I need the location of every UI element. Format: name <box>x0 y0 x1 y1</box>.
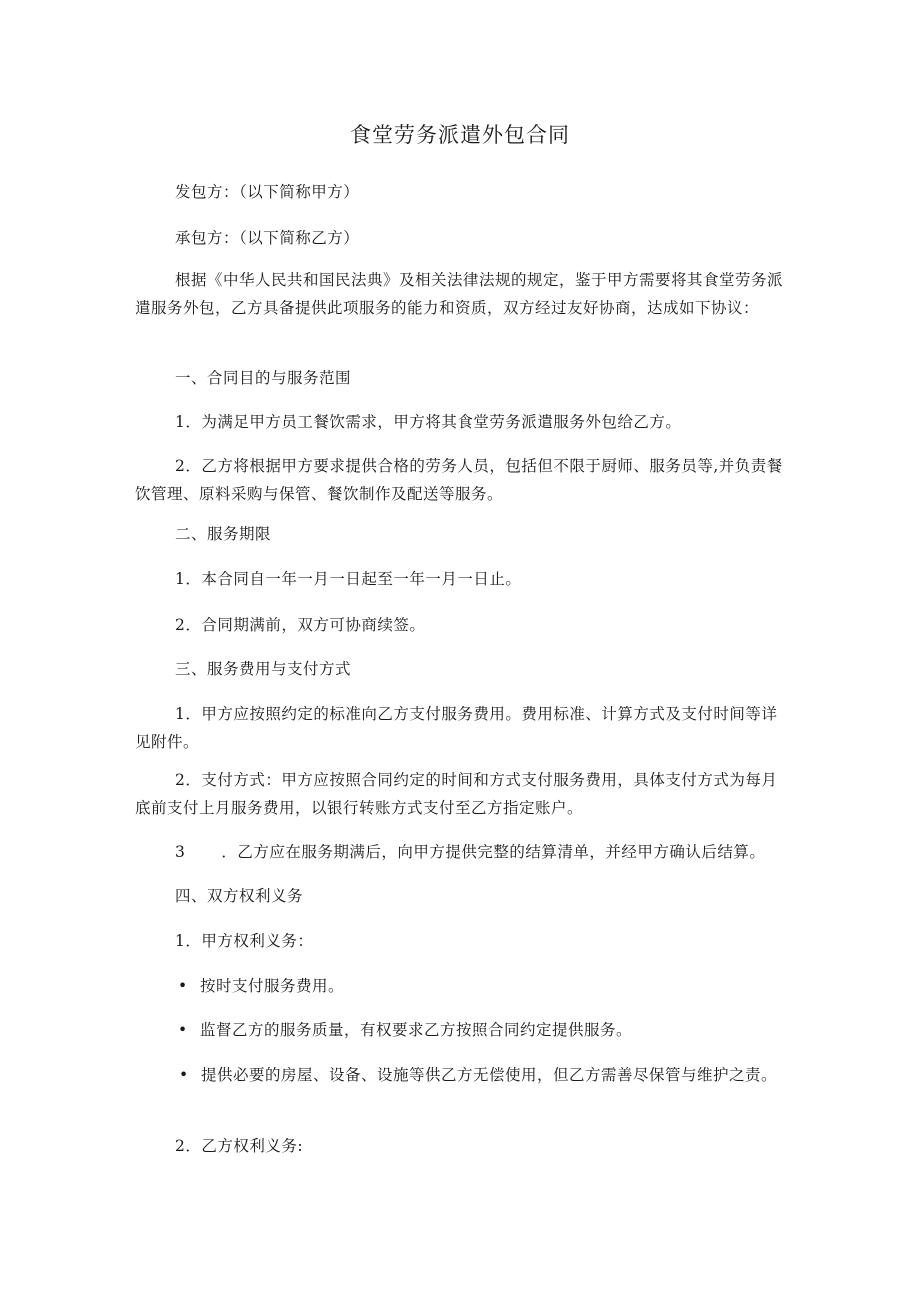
section2-item2: 2．合同期满前，双方可协商续签。 <box>175 616 426 634</box>
section3-item2: 2．支付方式：甲方应按照合同约定的时间和方式支付服务费用，具体支付方式为每月底前支付上月服务费用，以银行转账方式支付至乙方指定账户。 <box>135 771 778 817</box>
page-title: 食堂劳务派遣外包合同 <box>350 123 570 147</box>
section4-sub1: 1．甲方权利义务： <box>175 932 314 950</box>
section3-item3-text: ．乙方应在服务期满后，向甲方提供完整的结算清单，并经甲方确认后结算。 <box>221 843 766 861</box>
section4-heading: 四、双方权利义务 <box>175 887 304 905</box>
bullet-text: 提供必要的房屋、设备、设施等供乙方无偿使用，但乙方需善尽保管与维护之责。 <box>201 1066 778 1084</box>
bullet-marker-icon: • <box>178 977 188 995</box>
section2-heading: 二、服务期限 <box>175 525 272 543</box>
section1-heading: 一、合同目的与服务范围 <box>175 369 352 387</box>
bullet-text: 按时支付服务费用。 <box>200 977 345 995</box>
bullet-item <box>135 1061 787 1089</box>
party-b-line: 承包方：（以下简称乙方） <box>175 229 360 247</box>
section3-heading: 三、服务费用与支付方式 <box>175 660 352 678</box>
section3-item3-number: 3 <box>175 843 186 861</box>
section3-item1: 1．甲方应按照约定的标准向乙方支付服务费用。费用标准、计算方式及支付时间等详见附件。 <box>135 705 778 751</box>
party-a-line: 发包方：（以下简称甲方） <box>175 183 360 201</box>
section1-item1: 1．为满足甲方员工餐饮需求，甲方将其食堂劳务派遣服务外包给乙方。 <box>175 413 682 431</box>
bullet-item <box>178 1016 788 1044</box>
section3-item3 <box>135 838 785 866</box>
preamble-paragraph: 根据《中华人民共和国民法典》及相关法律法规的规定，鉴于甲方需要将其食堂劳务派遣服务外包，乙方具备提供此项服务的能力和资质，双方经过友好协商，达成如下协议： <box>135 271 784 317</box>
bullet-item <box>178 972 788 1000</box>
section4-sub2: 2．乙方权利义务: <box>175 1137 304 1155</box>
bullet-marker-icon: • <box>178 1021 188 1039</box>
section2-item1: 1．本合同自一年一月一日起至一年一月一日止。 <box>175 570 522 588</box>
bullet-text: 监督乙方的服务质量，有权要求乙方按照合同约定提供服务。 <box>200 1021 633 1039</box>
section1-item2: 2．乙方将根据甲方要求提供合格的劳务人员，包括但不限于厨师、服务员等,并负责餐饮管理、原料采购与保管、餐饮制作及配送等服务。 <box>135 457 783 503</box>
bullet-marker-icon: • <box>179 1066 189 1084</box>
